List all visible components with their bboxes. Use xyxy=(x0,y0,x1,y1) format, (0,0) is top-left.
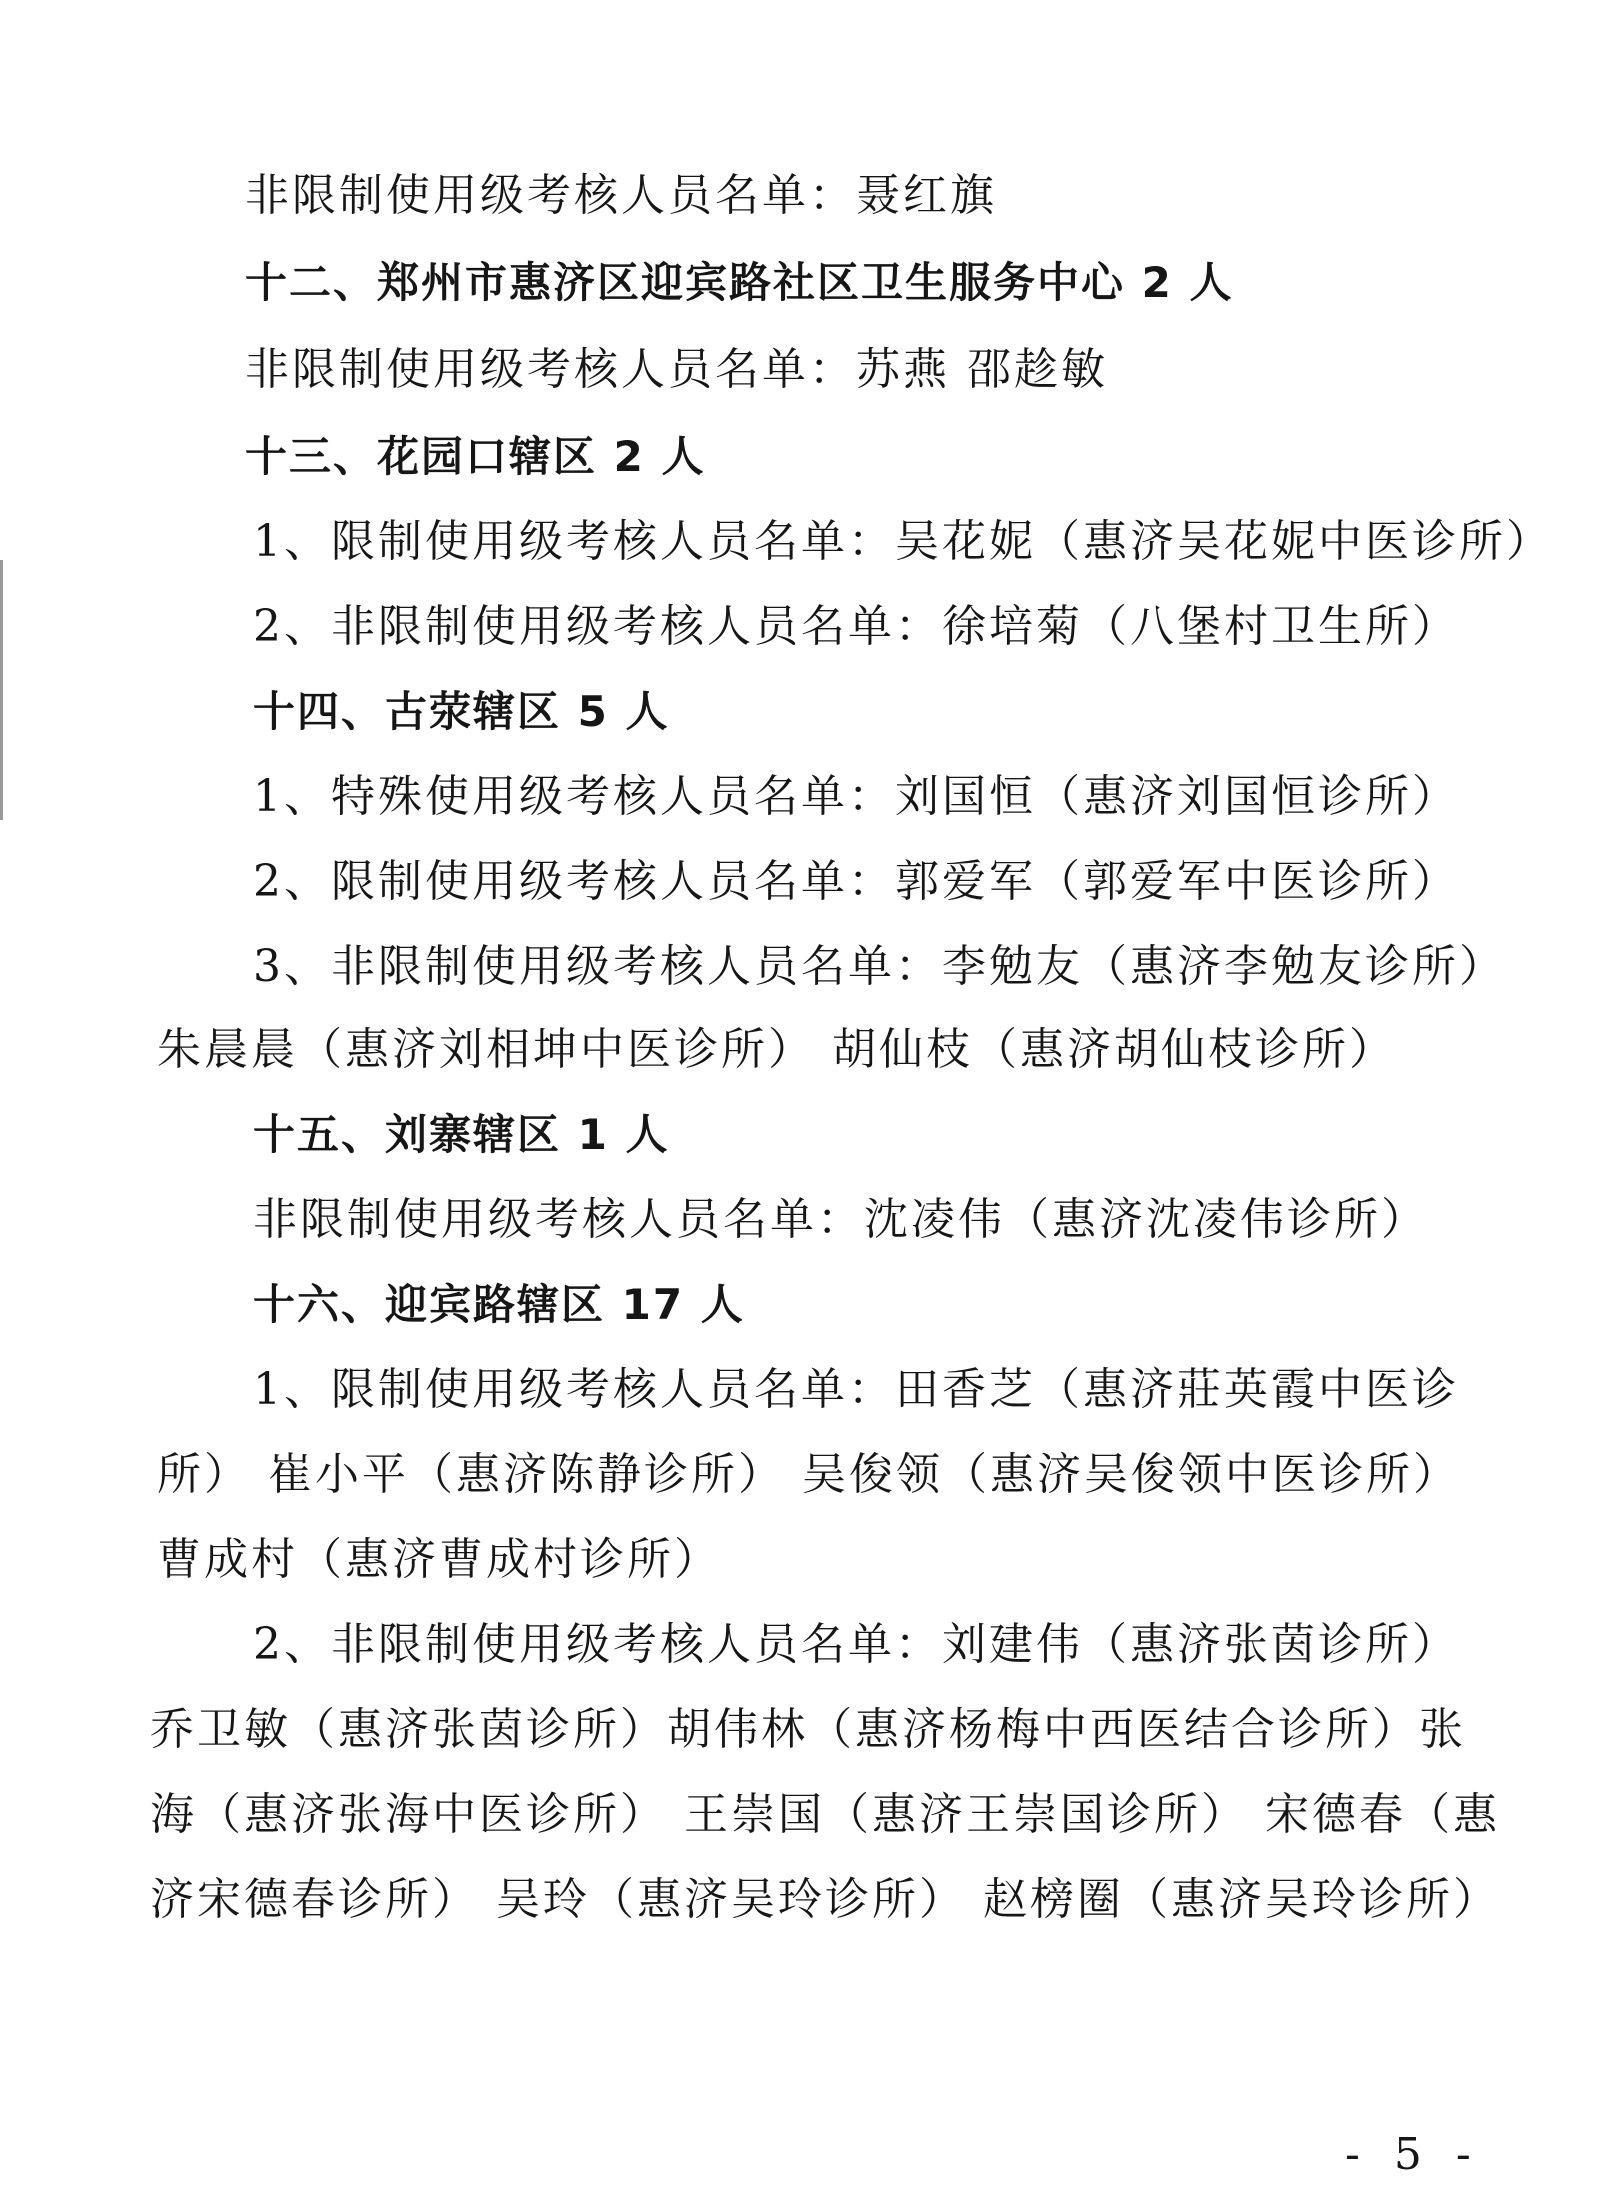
section-heading: 十三、花园口辖区 2 人 xyxy=(245,432,706,481)
text-line: 曹成村（惠济曹成村诊所） xyxy=(157,1534,721,1585)
text-line: 1、特殊使用级考核人员名单：刘国恒（惠济刘国恒诊所） xyxy=(253,771,1459,822)
text-line: 朱晨晨（惠济刘相坤中医诊所） 胡仙枝（惠济胡仙枝诊所） xyxy=(157,1024,1396,1075)
text-line: 乔卫敏（惠济张茵诊所）胡伟林（惠济杨梅中西医结合诊所）张 xyxy=(150,1704,1466,1755)
text-line: 非限制使用级考核人员名单：苏燕 邵趁敏 xyxy=(245,344,1108,395)
section-heading: 十五、刘寨辖区 1 人 xyxy=(253,1110,670,1159)
section-heading: 十四、古荥辖区 5 人 xyxy=(253,687,670,736)
text-line: 2、非限制使用级考核人员名单：徐培菊（八堡村卫生所） xyxy=(253,601,1459,652)
text-line: 2、非限制使用级考核人员名单：刘建伟（惠济张茵诊所） xyxy=(253,1619,1459,1670)
page-number: - 5 - xyxy=(1345,2129,1481,2180)
text-line: 1、限制使用级考核人员名单：吴花妮（惠济吴花妮中医诊所） xyxy=(253,516,1553,567)
text-line: 济宋德春诊所） 吴玲（惠济吴玲诊所） 赵榜圈（惠济吴玲诊所） xyxy=(150,1874,1500,1925)
text-line: 非限制使用级考核人员名单：聂红旗 xyxy=(245,170,997,221)
text-line: 所） 崔小平（惠济陈静诊所） 吴俊领（惠济吴俊领中医诊所） xyxy=(157,1449,1460,1500)
text-line: 1、限制使用级考核人员名单：田香芝（惠济莊英霞中医诊 xyxy=(253,1364,1459,1415)
text-line: 2、限制使用级考核人员名单：郭爱军（郭爱军中医诊所） xyxy=(253,856,1459,907)
text-line: 3、非限制使用级考核人员名单：李勉友（惠济李勉友诊所） xyxy=(253,941,1506,992)
section-heading: 十六、迎宾路辖区 17 人 xyxy=(253,1280,745,1329)
scan-edge-mark xyxy=(0,560,3,820)
section-heading: 十二、郑州市惠济区迎宾路社区卫生服务中心 2 人 xyxy=(245,258,1234,307)
text-line: 海（惠济张海中医诊所） 王崇国（惠济王崇国诊所） 宋德春（惠 xyxy=(150,1789,1500,1840)
text-line: 非限制使用级考核人员名单：沈凌伟（惠济沈凌伟诊所） xyxy=(253,1194,1428,1245)
